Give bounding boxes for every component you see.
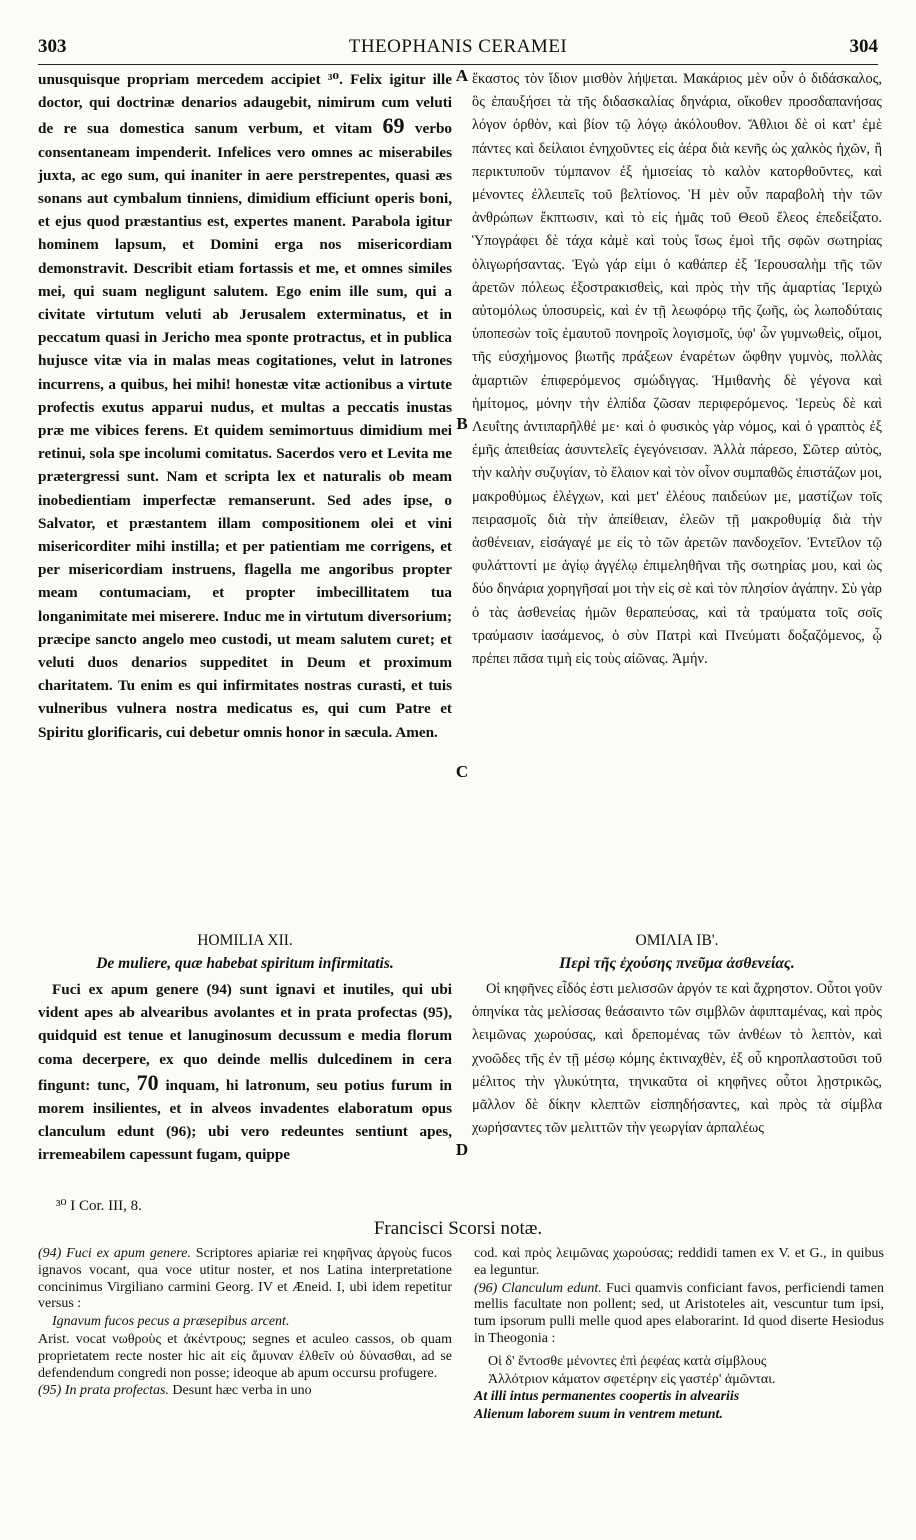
greek-column-homily (472, 978, 882, 1140)
note-96-text: Fuci quamvis conficiant favos, perficiendi tamen mellis facultate non pollent; sed, ut Aristoteles ait, vescuntur tum ipsi, tum ipsorum pulli melle quod apes elaborarint. Id quod diserte Hesiodus in Theogonia : (474, 1280, 884, 1346)
running-header (38, 36, 878, 65)
margin-marker-a: A (455, 66, 469, 85)
note-95 (38, 1383, 452, 1400)
latin-text-1: unusquisque propriam mercedem accipiet ³⁰. Felix igitur ille doctor, qui doctrinæ denarios adaugebit, nimirum cum veluti de re sua domestica sanum verbum, et vitam (38, 71, 452, 138)
note-95-continued: cod. καὶ πρὸς λειμῶνας χωρούσας; reddidi tamen ex V. et G., in quibus ea leguntur. (474, 1246, 884, 1278)
latin-homily-text-2: inquam, hi latronum, seu potius furum in morem insilientes, et in alveos invadentes elaboratum opus clanculum edunt (96); ubi vero redeuntes sentiunt apes, irremeabilem capessunt fugam, quippe (38, 1076, 452, 1164)
note-96-greek-line-1: Οἱ δ' ἔντοσθε μένοντες ἐπὶ ῥεφέας κατὰ σίμβλους (488, 1353, 767, 1369)
notes-title: Francisci Scorsi notæ. (373, 1218, 543, 1239)
homily-subtitle-greek: Περὶ τῆς ἐχούσης πνεῦμα ἀσθενείας. (559, 955, 795, 972)
latin-paragraph (38, 68, 452, 744)
page-marker-69: 69 (382, 113, 405, 139)
greek-paragraph: ἕκαστος τὸν ἴδιον μισθὸν λήψεται. Μακάριος μὲν οὖν ὁ διδάσκαλος, ὃς ἐπαυξήσει τὰ τῆς διδασκαλίας δηνάρια, οἴκοθεν προσδαπανήσας λόγον ὀρθὸν, καὶ βίον τῷ λόγῳ ἀκόλουθον. Ἄθλιοι δὲ οἱ κατ' ἐμὲ πάντες καὶ δείλαιοι ἐνηχοῦντες εἰς ἀέρα διὰ κενῆς ὡς χαλκὸς ἠχῶν, ἢ περικτυποῦν τύμπανον ἐξ ἡμισείας τὸ καλὸν κατορθοῦντες, καὶ μένοντες ἐλλειπεῖς τοῦ βελτίονος. Ἡ μὲν οὖν παραβολὴ τὴν τῶν ἀνθρώπων ἔκπτωσιν, καὶ τὸ εἰς ἡμᾶς τοῦ Θεοῦ ἔλεος ἐπεδείξατο. Ὑπογράφει δὲ τάχα κἀμὲ καὶ τοὺς ἴσως ἐμοὶ τῆς σφῶν σωτηρίας ὀλιγωρήσαντας. Ἐγὼ γάρ εἰμι ὁ καθάπερ ἐξ Ἱερουσαλὴμ τῆς τῶν ἀρετῶν πόλεως ἐξοστρακισθεὶς, καὶ πρὸς τὴν τῆς ἁμαρτίας Ἱεριχὼ αὐτομόλως ὑποσυρεὶς, καὶ ἐν τῇ λεωφόρῳ τῆς ζωῆς, ὡς λωποδύταις ὑποπεσὼν τοῖς ἐμαυτοῦ πονηροῖς λογισμοῖς, ὑφ' ὧν γυμνωθεὶς, οἴμοι, τῆς εὐσχήμονος βιωτῆς πράξεων ἐναρέτων ὤφθην γυμνὸς, πολλὰς ἁμαρτιῶν ἐπιφερόμενος σμώδιγγας. Ἡμιθανὴς δὲ γέγονα καὶ ἡμίτομος, μόνην τὴν ἐλπίδα ζῶσαν περιφερόμενος. Ἱερεὺς δὲ καὶ Λευΐτης ἀντιπαρῆλθέ με· καὶ ὁ φυσικὸς γὰρ νόμος, καὶ ὁ γραπτὸς ἐξ ἐμῆς ἀπειθείας ἀσυντελεῖς ἐγεγόνεισαν. Ἀλλὰ πάρεσο, Σῶτερ αὐτὸς, τὴν καλὴν συζυγίαν, τὸ ἔλαιον καὶ τὸν οἶνον συμπαθῶς ἐπιστάζων μοι, μακροθύμως ἐλέγχων, καὶ μετ' ἐλέους παιδεύων με, μαστίζων τοῖς πειρασμοῖς διὰ τὴν ἀπείθειαν, ἐλεῶν τῇ μακροθυμίᾳ διὰ τὴν ἀσθένειαν, εἰσάγαγέ με εἰς τὸ τῶν ἀρετῶν πανδοχεῖον. Ἐντεῖλον τῷ φυλάττοντί με ἁγίῳ ἀγγέλῳ ἐπιμεληθῆναι τῆς σωτηρίας μου, καὶ ὡς δύο δηνάρια χορηγῆσαί μοι τὴν εἰς σὲ καὶ τὸν πλησίον ἀγάπην. Σὺ γὰρ ὁ τὰς ἀσθενείας ἡμῶν θεραπεύσας, καὶ τὰ τραύματα τοῖς σοῖς τραύμασιν ἰασάμενος, ὁ σὺν Πατρὶ καὶ Πνεύματι δοξαζόμενος, ᾧ πρέπει πᾶσα τιμὴ εἰς τοὺς αἰῶνας. Ἀμήν. (472, 71, 882, 668)
homily-subtitle-latin: De muliere, quæ habebat spiritum infirmitatis. (96, 955, 394, 972)
footnote: ³⁰ I Cor. III, 8. (56, 1198, 142, 1214)
note-96 (474, 1281, 884, 1348)
note-96-latin-line-1: At illi intus permanentes coopertis in alveariis (474, 1389, 740, 1405)
note-94-text: Scriptores apiariæ rei κηφῆνας ἀργοὺς fucos ignavos vocant, qua voce utitur noster, et nos Latina interpretatione concinimus Virgiliano carmini Georg. IV et Æneid. I, ubi idem repetitur versus : (38, 1246, 452, 1312)
left-page-number: 303 (38, 36, 67, 57)
note-95-heading: (95) In prata profectas. (38, 1383, 169, 1399)
homily-title-greek: ΟΜΙΛΙΑ ΙΒ'. (635, 932, 719, 949)
margin-marker-b: B (456, 414, 468, 433)
note-94-verse: Ignavum fucos pecus a præsepibus arcent. (52, 1314, 290, 1330)
notes-left-column (38, 1246, 452, 1401)
greek-homily-paragraph: Οἱ κηφῆνες εἶδός ἐστι μελισσῶν ἀργόν τε καὶ ἄχρηστον. Οὗτοι γοῦν ὁπηνίκα τὰς μελίσσας θεάσαιντο τῶν σιμβλῶν ἀφιπταμένας, καὶ πρὸς λειμῶνας χωρούσας, καὶ δρεπομένας τῶν ἀνθέων τὸ λεπτὸν, καὶ χνοῶδες τῆς ἐν τῇ μέσῳ κόμης ἐκτιναχθὲν, ἐξ οὗ κηροπλαστοῦσι τοῦ μέλιτος τὴν γλυκύτητα, τηνικαῦτα οἱ κηφῆνες οὗτοι λῃστρικῶς, μᾶλλον δὲ δίκην κλεπτῶν εἰσπηδήσαντες, καὶ πρὸς τὰ σίμβλα χωρήσαντες τῶν μελιττῶν τὴν γεωργίαν ἁρπαλέως (472, 981, 882, 1137)
homily-title-latin: HOMILIA XII. (197, 932, 293, 949)
margin-marker-d: D (455, 1140, 469, 1159)
latin-homily-paragraph (38, 978, 452, 1167)
latin-column-homily (38, 978, 452, 1167)
note-96-greek-line-2: Ἀλλότριον κάματον σφετέρην εἰς γαστέρ' ἀμῶνται. (488, 1371, 776, 1387)
note-96-heading: (96) Clanculum edunt. (474, 1280, 602, 1296)
note-96-latin-line-2: Alienum laborem suum in ventrem metunt. (474, 1407, 723, 1423)
notes-right-column (474, 1246, 884, 1425)
latin-text-2: verbo consentaneam impenderit. Infelices vero omnes ac miserabiles juxta, ac ego sum, qui inaniter in aere perstrepentes, quasi æs sonans aut cymbalum tinniens, dimidium efficiunt operis boni, et ejus quod præstantius est, expertes manent. Parabola igitur hominem lapsum, et Domini erga nos misericordiam demonstravit. Describit etiam fortassis et me, et omnes similes mei, qui suam negligunt salutem. Ego enim ille sum, qui a civitate virtutum veluti ab Jerusalem exterminatus, et in peccatum quasi in Jericho mea sponte protractus, et in publica hujusce vitæ via in malas meas cogitationes, velut in latrones incurrens, a quibus, hei mihi! honestæ vitæ actionibus a virtute profectis exutus apparui nudus, et multas a peccatis inustas præ me vibices ferens. Et quidem semimortuus dimidium mei retinui, sola spe incolumi comitatus. Sacerdos vero et Levita me prætergressi sunt. Nam et scripta lex et naturalis ob meam inobedientiam imperfectæ remanserunt. Sed ades ipse, o Salvator, et præstantem illam compositionem olei et vini misericorditer mihi instilla; et per patientiam me corrigens, et per misericordiam instruens, flagella me angoribus propter meam contumaciam, et propter imbecillitatem tua longanimitate mei miserere. Induc me in virtutum diversorium; præcipe sancto angelo meo custodi, ut meam salutem curet; et veluti duos denarios suppeditet in Deum et proximum charitatem. Tu enim es qui infirmitates nostras curasti, et tuis vulneribus vulnera nostra medicatus es, qui cum Patre et Spiritu glorificaris, cui debetur omnis honor in sæcula. Amen. (38, 120, 453, 741)
running-title: THEOPHANIS CERAMEI (348, 36, 568, 57)
greek-column-top (472, 68, 882, 671)
latin-column-top (38, 68, 452, 744)
note-94 (38, 1246, 452, 1313)
note-94-heading: (94) Fuci ex apum genere. (38, 1246, 191, 1261)
margin-marker-c: C (455, 762, 469, 781)
page-marker-70: 70 (136, 1069, 159, 1095)
right-page-number: 304 (849, 36, 878, 57)
latin-homily-text-1: Fuci ex apum genere (94) sunt ignavi et inutiles, qui ubi vident apes ab alvearibus avolantes et in prata profectas (95), quidquid est tenue et lanuginosum decussum e media florum coma decerpere, ex quo deinde mellis dulcedinem in cera fingunt: tunc, (38, 981, 452, 1094)
note-94-continued: Arist. vocat νωθροὺς et ἀκέντρους; segnes et aculeo cassos, ob quam proprietatem recte noster hic ait εἰς ἄμυναν ἐλθεῖν οὐ δύνασθαι, ad se defendendum congredi non posse; ideoque ab apum occursu profugere. (38, 1331, 452, 1381)
note-95-text: Desunt hæc verba in uno (172, 1383, 312, 1399)
